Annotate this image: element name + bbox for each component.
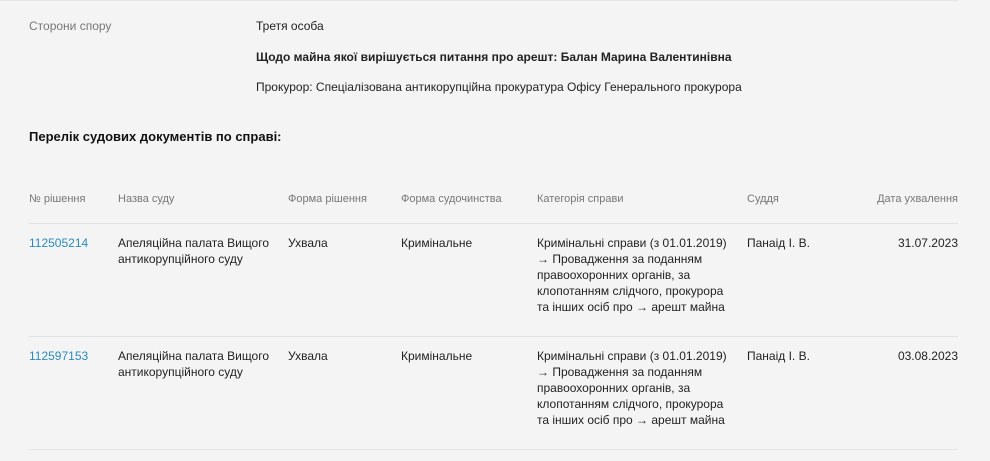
proceeding-form: Кримінальне	[401, 349, 473, 363]
prosecutor-text: Прокурор: Спеціалізована антикорупційна прокуратура Офісу Генерального прокурора	[256, 80, 742, 94]
decision-form: Ухвала	[288, 349, 328, 363]
column-header-proceeding-form: Форма судочинства	[401, 193, 502, 205]
column-header-category: Категорія справи	[537, 193, 624, 205]
decision-date: 31.07.2023	[897, 236, 958, 250]
column-header-judge: Суддя	[747, 193, 779, 205]
decision-form: Ухвала	[288, 236, 328, 250]
judge-name: Панаід І. В.	[747, 236, 810, 250]
third-party-label: Третя особа	[256, 19, 324, 33]
column-header-number: № рішення	[29, 193, 86, 205]
decision-number-link[interactable]: 112505214	[29, 236, 89, 250]
top-divider	[0, 0, 958, 1]
case-category: Кримінальні справи (з 01.01.2019) → Провадження за поданням правоохоронних органів, за клопотанням слідчого, прокурора та інших осіб про → арешт майна	[537, 349, 727, 427]
table-header	[29, 190, 958, 224]
court-name: Апеляційна палата Вищого антикорупційного суду	[118, 236, 270, 266]
column-header-decision-form: Форма рішення	[288, 193, 367, 205]
column-header-court: Назва суду	[118, 193, 175, 205]
documents-table	[29, 190, 958, 450]
court-name: Апеляційна палата Вищого антикорупційного суду	[118, 349, 270, 379]
proceeding-form: Кримінальне	[401, 236, 473, 250]
table-row	[29, 224, 958, 337]
column-header-date: Дата ухвалення	[877, 193, 958, 205]
documents-heading: Перелік судових документів по справі:	[29, 129, 282, 144]
judge-name: Панаід І. В.	[747, 349, 810, 363]
property-owner-text: Щодо майна якої вирішується питання про арешт: Балан Марина Валентинівна	[256, 50, 732, 64]
parties-label: Сторони спору	[29, 19, 112, 33]
decision-number-link[interactable]: 112597153	[29, 349, 89, 363]
table-row	[29, 337, 958, 450]
decision-date: 03.08.2023	[897, 349, 958, 363]
case-category: Кримінальні справи (з 01.01.2019) → Провадження за поданням правоохоронних органів, за клопотанням слідчого, прокурора та інших осіб про → арешт майна	[537, 236, 727, 314]
